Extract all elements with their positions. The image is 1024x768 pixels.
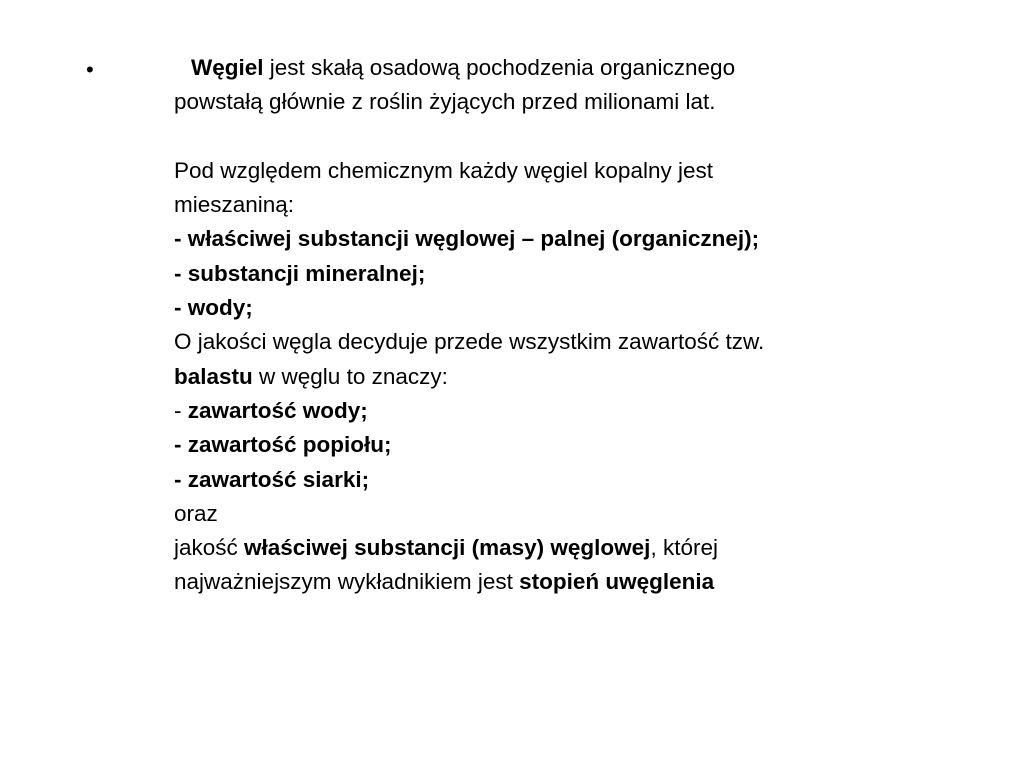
term-balast: balastu	[174, 363, 253, 389]
intro-line-1	[174, 51, 974, 85]
quality-final-line-1	[174, 531, 974, 565]
slide-content	[174, 51, 974, 600]
balast-rest: w węglu to znaczy:	[252, 363, 448, 389]
quality-line-1: O jakości węgla decyduje przede wszystkim zawartość tzw.	[174, 329, 765, 355]
bullet-marker: •	[86, 57, 94, 82]
final-bold: właściwej substancji (masy) węglowej	[244, 535, 651, 561]
quality-final-line-2	[174, 565, 974, 599]
quality-item-water	[174, 394, 974, 428]
chem-item-mineral-text: - substancji mineralnej;	[174, 260, 426, 286]
chem-item-substance	[174, 222, 974, 256]
chem-item-water-text: - wody;	[174, 295, 253, 321]
quality-item-sulfur	[174, 463, 974, 497]
spacer	[174, 120, 974, 154]
final-line2-prefix: najważniejszym wykładnikiem jest	[174, 569, 520, 595]
quality-item-ash-text: - zawartość popiołu;	[174, 432, 392, 458]
chem-item-substance-text: - właściwej substancji węglowej – palnej (organicznej);	[174, 226, 760, 252]
chem-line-2: mieszaniną:	[174, 192, 295, 218]
intro-line-2: powstałą głównie z roślin żyjących przed milionami lat.	[174, 89, 716, 115]
final-line2-bold: stopień uwęglenia	[519, 569, 715, 595]
quality-oraz: oraz	[174, 500, 218, 526]
chem-item-mineral	[174, 257, 974, 291]
term-wegiel: Węgiel	[191, 55, 264, 80]
quality-item-sulfur-text: - zawartość siarki;	[174, 466, 370, 492]
intro-rest: jest skałą osadową pochodzenia organicznego	[263, 55, 736, 80]
chem-line-1: Pod względem chemicznym każdy węgiel kopalny jest	[174, 157, 713, 183]
quality-item-ash	[174, 428, 974, 462]
quality-item-water-text: zawartość wody;	[187, 397, 368, 423]
final-prefix: jakość	[174, 535, 245, 561]
quality-line-2	[174, 360, 974, 394]
quality-item-water-dash: -	[174, 397, 188, 423]
chem-item-water	[174, 291, 974, 325]
final-suffix: , której	[650, 535, 718, 561]
